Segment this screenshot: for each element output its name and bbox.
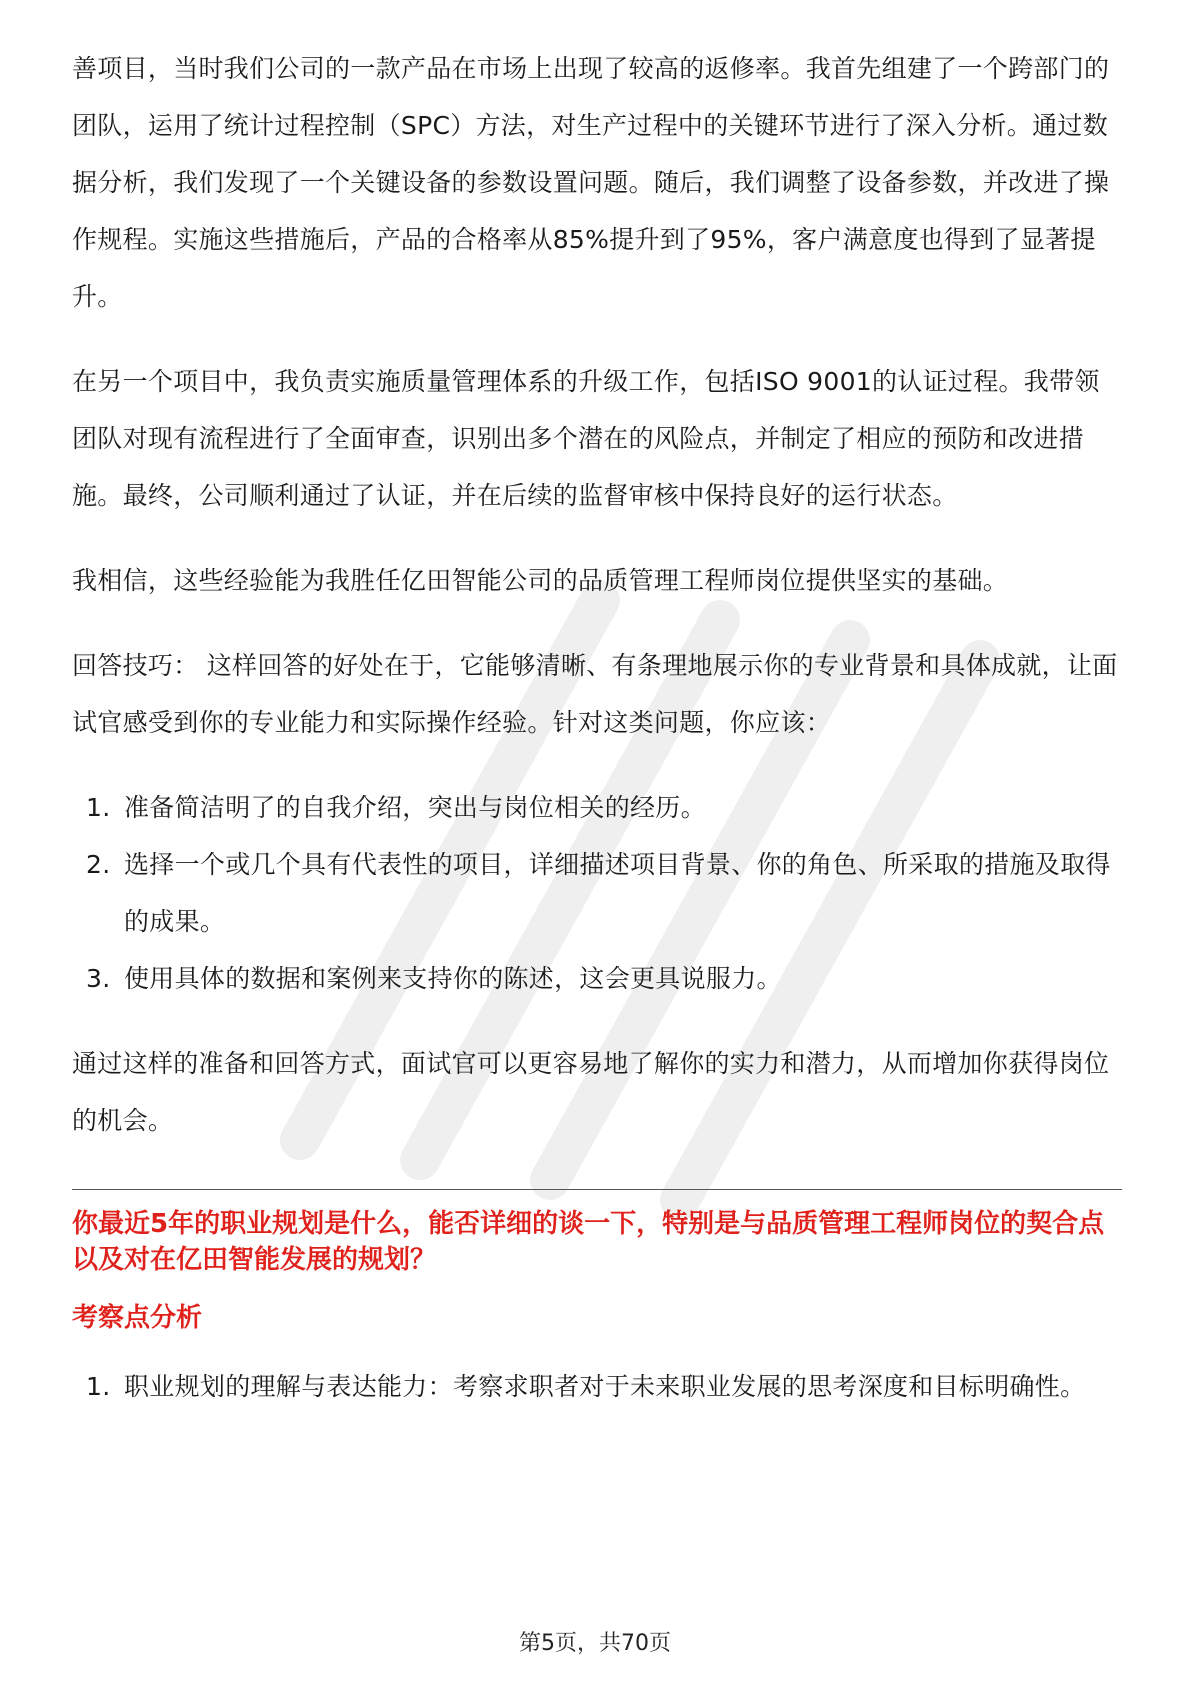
paragraph-project-2: 在另一个项目中，我负责实施质量管理体系的升级工作，包括ISO 9001的认证过程。我带领团队对现有流程进行了全面审查，识别出多个潜在的风险点，并制定了相应的预防和改进措施。最终，公司顺利通过了认证，并在后续的监督审核中保持良好的运行状态。 [72,367,1100,510]
list-item: 2. 选择一个或几个具有代表性的项目，详细描述项目背景、你的角色、所采取的措施及取得的成果。 [86,850,1111,936]
list-item: 1. 职业规划的理解与表达能力：考察求职者对于未来职业发展的思考深度和目标明确性。 [86,1372,1086,1401]
paragraph-answer-tips: 回答技巧： 这样回答的好处在于，它能够清晰、有条理地展示你的专业背景和具体成就，让面试官感受到你的专业能力和实际操作经验。针对这类问题，你应该： [72,651,1118,737]
page-footer: 第5页，共70页 [519,1631,671,1656]
document-page [72,40,1122,1443]
interview-question: 你最近5年的职业规划是什么，能否详细的谈一下，特别是与品质管理工程师岗位的契合点以及对在亿田智能发展的规划？ [72,1209,1105,1275]
list-item: 1. 准备简洁明了的自我介绍，突出与岗位相关的经历。 [86,793,706,822]
paragraph-project-1: 善项目，当时我们公司的一款产品在市场上出现了较高的返修率。我首先组建了一个跨部门的团队，运用了统计过程控制（SPC）方法，对生产过程中的关键环节进行了深入分析。通过数据分析，我们发现了一个关键设备的参数设置问题。随后，我们调整了设备参数，并改进了操作规程。实施这些措施后，产品的合格率从85%提升到了95%，客户满意度也得到了显著提升。 [72,54,1110,311]
paragraph-conclusion: 我相信，这些经验能为我胜任亿田智能公司的品质管理工程师岗位提供坚实的基础。 [72,566,1009,595]
section-divider [72,1189,1122,1190]
tips-list [72,779,1122,1007]
analysis-list [72,1358,1122,1415]
paragraph-closing: 通过这样的准备和回答方式，面试官可以更容易地了解你的实力和潜力，从而增加你获得岗位的机会。 [72,1049,1110,1135]
list-item: 3. 使用具体的数据和案例来支持你的陈述，这会更具说服力。 [86,964,782,993]
analysis-heading: 考察点分析 [72,1303,203,1333]
